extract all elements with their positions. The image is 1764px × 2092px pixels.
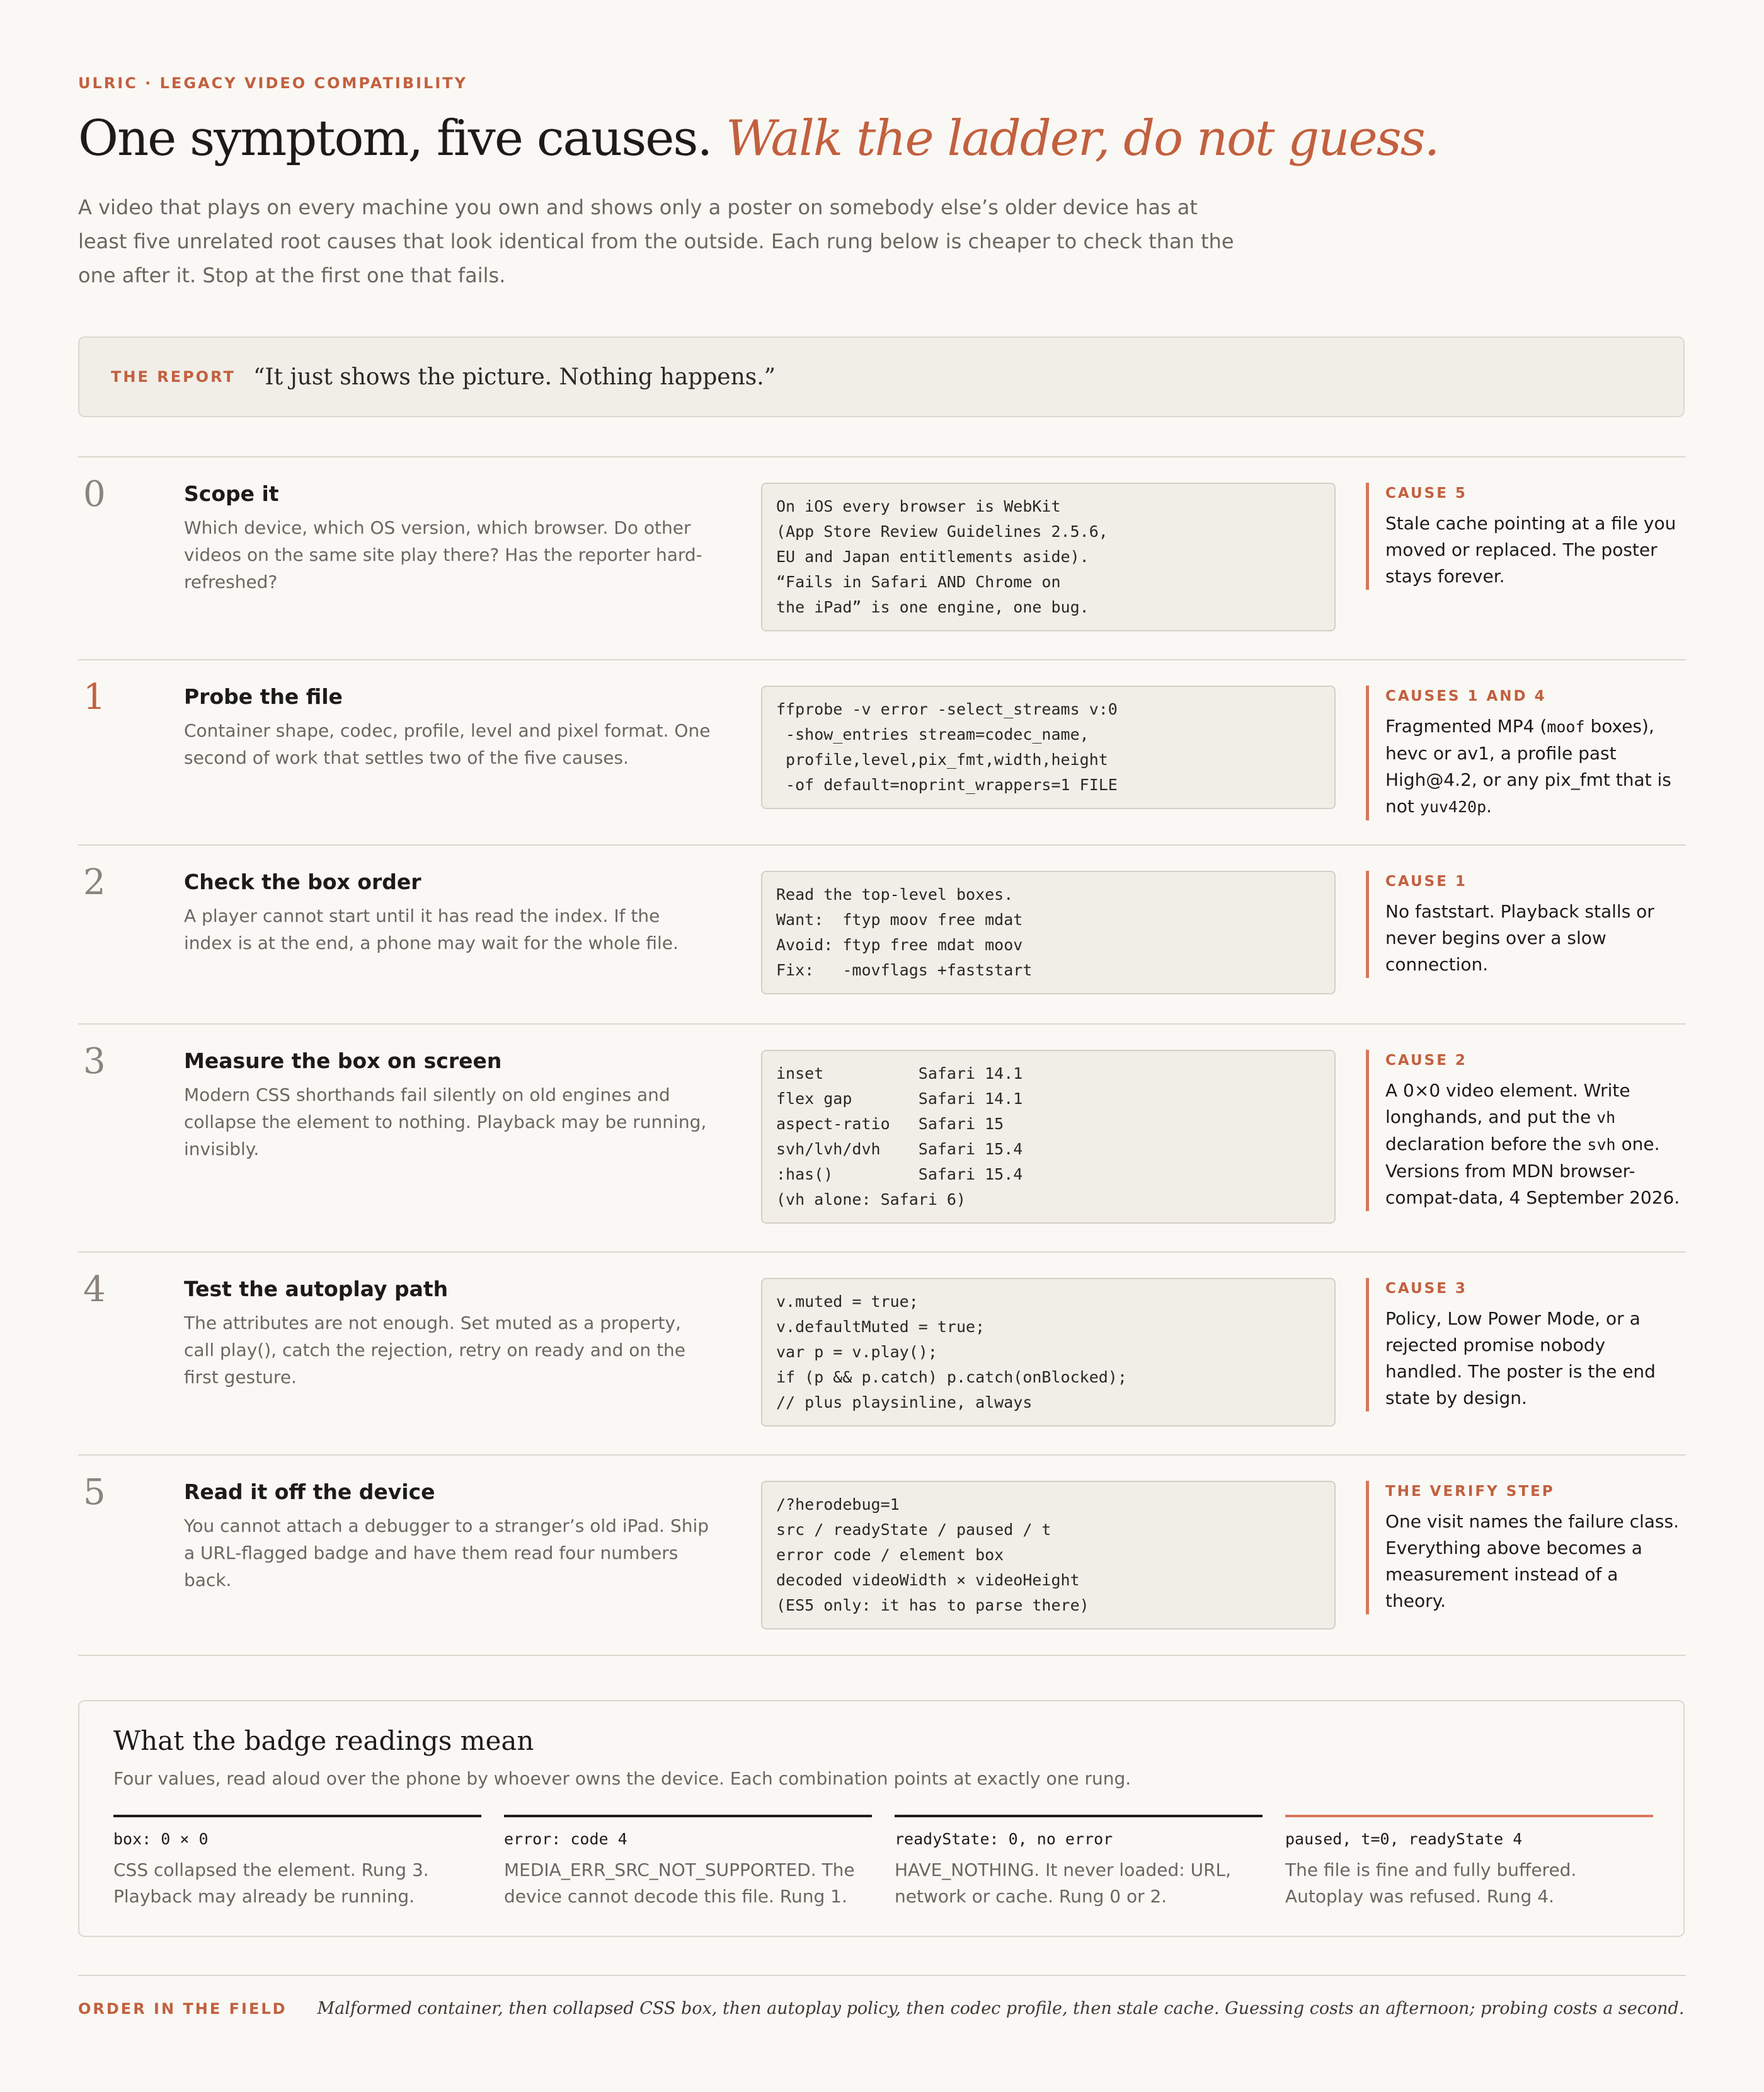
- cause-code: svh: [1587, 1135, 1616, 1154]
- cause-text-part: one. Versions from MDN browser-compat-data, 4 September 2026.: [1385, 1134, 1680, 1208]
- badges-title: What the badge readings mean: [113, 1725, 534, 1756]
- badge-readings-panel: [78, 1700, 1685, 1937]
- cause-text: [1385, 1078, 1681, 1211]
- reading-meaning: The file is fine and fully buffered. Autoplay was refused. Rung 4.: [1285, 1859, 1577, 1907]
- rung-cause: [1366, 1050, 1681, 1211]
- badge-reading: [113, 1815, 481, 1910]
- cause-code: moof: [1547, 718, 1585, 736]
- rung-title: Measure the box on screen: [184, 1049, 502, 1073]
- rung-number: 2: [83, 862, 106, 903]
- divider: [78, 1975, 1686, 1976]
- rung-0: [78, 456, 1686, 659]
- cause-label: CAUSES 1 AND 4: [1385, 688, 1547, 704]
- rung-code-block: Read the top-level boxes. Want: ftyp moov free mdat Avoid: ftyp free mdat moov Fix: -movflags +faststart: [761, 871, 1336, 994]
- footer-text: Malformed container, then collapsed CSS box, then autoplay policy, then codec profile, then stale cache. Guessing costs an afternoon; probing costs a second.: [317, 1999, 1685, 2018]
- reading-value: box: 0 × 0: [113, 1830, 209, 1848]
- cause-text-part: boxes), hevc or av1, a profile past High@4.2, or any pix_fmt that is not: [1385, 716, 1671, 817]
- rung-description: A player cannot start until it has read the index. If the index is at the end, a phone may wait for the whole file.: [184, 905, 679, 953]
- cause-label: CAUSE 2: [1385, 1052, 1467, 1069]
- footer-label: ORDER IN THE FIELD: [78, 2000, 287, 2018]
- rung-title: Test the autoplay path: [184, 1277, 449, 1301]
- reading-meaning: CSS collapsed the element. Rung 3. Playback may already be running.: [113, 1859, 429, 1907]
- reading-meaning: HAVE_NOTHING. It never loaded: URL, network or cache. Rung 0 or 2.: [895, 1859, 1232, 1907]
- rung-code-block: ffprobe -v error -select_streams v:0 -show_entries stream=codec_name, profile,level,pix_fmt,width,height -of default=noprint_wrappers=1 FILE: [761, 686, 1336, 809]
- rung-number: 0: [83, 474, 106, 515]
- rung-number: 1: [83, 677, 106, 718]
- rung-title: Read it off the device: [184, 1480, 435, 1504]
- cause-text: One visit names the failure class. Everything above becomes a measurement instead of a theory.: [1385, 1511, 1680, 1611]
- rung-description: Which device, which OS version, which browser. Do other videos on the same site play there? Has the reporter hard-refreshed?: [184, 517, 702, 592]
- rung-description: You cannot attach a debugger to a stranger’s old iPad. Ship a URL-flagged badge and have them read four numbers back.: [184, 1515, 709, 1590]
- cause-label: CAUSE 1: [1385, 873, 1467, 890]
- rung-code-block: inset Safari 14.1 flex gap Safari 14.1 aspect-ratio Safari 15 svh/lvh/dvh Safari 15.4 :has() Safari 15.4 (vh alone: Safari 6): [761, 1050, 1336, 1224]
- cause-text: No faststart. Playback stalls or never begins over a slow connection.: [1385, 901, 1654, 975]
- rung-cause: [1366, 686, 1681, 820]
- cause-text-part: A 0×0 video element. Write longhands, and put the: [1385, 1080, 1630, 1127]
- badge-reading: [504, 1815, 872, 1910]
- rung-4: [78, 1251, 1686, 1454]
- report-label: THE REPORT: [111, 368, 236, 386]
- cause-text-part: Fragmented MP4 (: [1385, 716, 1547, 737]
- report-box: [78, 336, 1685, 417]
- reading-value: readyState: 0, no error: [895, 1830, 1113, 1848]
- divider: [78, 1655, 1686, 1656]
- cause-code: yuv420p: [1419, 798, 1487, 816]
- rung-description: The attributes are not enough. Set muted as a property, call play(), catch the rejection, retry on ready and on the first gesture.: [184, 1313, 686, 1388]
- cause-label: THE VERIFY STEP: [1385, 1483, 1555, 1500]
- reading-value: error: code 4: [504, 1830, 627, 1848]
- rung-title: Check the box order: [184, 870, 421, 894]
- reading-meaning: MEDIA_ERR_SRC_NOT_SUPPORTED. The device cannot decode this file. Rung 1.: [504, 1859, 855, 1907]
- rung-title: Probe the file: [184, 684, 343, 709]
- headline-plain: One symptom, five causes.: [78, 110, 712, 167]
- cause-label: CAUSE 5: [1385, 485, 1467, 502]
- rung-number: 4: [83, 1269, 106, 1310]
- cause-text: Policy, Low Power Mode, or a rejected promise nobody handled. The poster is the end state by design.: [1385, 1308, 1656, 1408]
- rung-description: Container shape, codec, profile, level and pixel format. One second of work that settles two of the five causes.: [184, 720, 711, 768]
- cause-label: CAUSE 3: [1385, 1280, 1467, 1297]
- footer: [78, 1999, 1686, 2018]
- badge-reading: [1285, 1815, 1653, 1910]
- cause-text: [1385, 713, 1681, 820]
- eyebrow: ULRIC · LEGACY VIDEO COMPATIBILITY: [78, 74, 468, 92]
- rung-description: Modern CSS shorthands fail silently on old engines and collapse the element to nothing. Playback may be running, invisibly.: [184, 1084, 707, 1159]
- rung-cause: [1366, 871, 1681, 978]
- rung-1: [78, 659, 1686, 844]
- lede: A video that plays on every machine you own and shows only a poster on somebody else’s older device has at least five unrelated root causes that look identical from the outside. Each rung below is cheaper to check than the one after it. Stop at the first one that fails.: [78, 195, 1234, 287]
- cause-code: vh: [1596, 1108, 1616, 1127]
- rung-5: [78, 1454, 1686, 1655]
- cause-text-part: .: [1486, 796, 1492, 817]
- rung-code-block: On iOS every browser is WebKit (App Store Review Guidelines 2.5.6, EU and Japan entitlements aside). “Fails in Safari AND Chrome on the iPad” is one engine, one bug.: [761, 483, 1336, 631]
- rung-cause: [1366, 1278, 1681, 1411]
- cause-text-part: declaration before the: [1385, 1134, 1588, 1154]
- badges-subtitle: Four values, read aloud over the phone by whoever owns the device. Each combination points at exactly one rung.: [113, 1768, 1131, 1789]
- headline: [78, 106, 1691, 171]
- reading-value: paused, t=0, readyState 4: [1285, 1830, 1523, 1848]
- rung-code-block: v.muted = true; v.defaultMuted = true; var p = v.play(); if (p && p.catch) p.catch(onBlocked); // plus playsinline, always: [761, 1278, 1336, 1427]
- rung-3: [78, 1023, 1686, 1251]
- rung-2: [78, 844, 1686, 1023]
- rung-cause: [1366, 483, 1681, 590]
- rung-number: 3: [83, 1041, 106, 1082]
- rung-number: 5: [83, 1472, 106, 1513]
- rung-code-block: /?herodebug=1 src / readyState / paused / t error code / element box decoded videoWidth × videoHeight (ES5 only: it has to parse there): [761, 1481, 1336, 1629]
- cause-text: Stale cache pointing at a file you moved or replaced. The poster stays forever.: [1385, 513, 1676, 587]
- report-quote: “It just shows the picture. Nothing happens.”: [253, 364, 776, 390]
- badge-reading: [895, 1815, 1263, 1910]
- headline-accent: Walk the ladder, do not guess.: [726, 110, 1439, 167]
- rung-title: Scope it: [184, 481, 279, 506]
- rung-cause: [1366, 1481, 1681, 1614]
